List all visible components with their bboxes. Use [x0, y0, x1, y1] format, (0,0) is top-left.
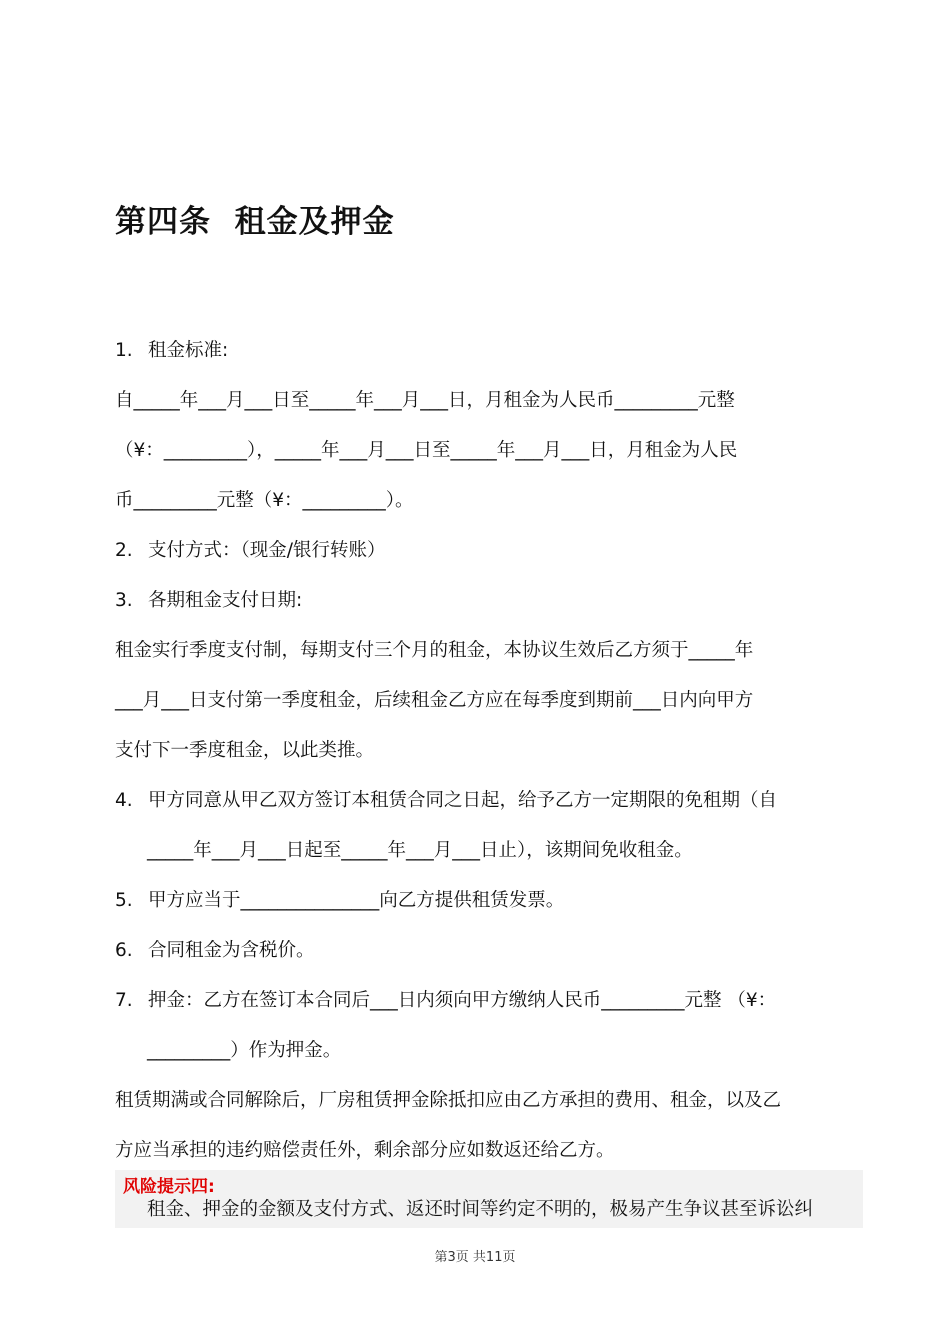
deposit-return-line-2: 方应当承担的违约赔偿责任外，剩余部分应如数返还给乙方。 [115, 1140, 615, 1161]
rent-free-line: _____年___月___日起至_____年___月___日止），该期间免收租金。 [147, 840, 693, 861]
risk-notice-text: 租金、押金的金额及支付方式、返还时间等约定不明的，极易产生争议甚至诉讼纠 [147, 1199, 814, 1220]
clause-text: 支付方式：（现金/银行转账） [148, 540, 386, 561]
clause-5 [115, 888, 564, 914]
clause-text: 合同租金为含税价。 [148, 940, 315, 961]
clause-7 [115, 988, 776, 1014]
risk-notice-box [115, 1170, 863, 1228]
clause-1-title [115, 338, 228, 364]
clause-number: 7. [115, 990, 133, 1011]
rent-standard-line-1: 自_____年___月___日至_____年___月___日，月租金为人民币_________元整 [115, 390, 735, 411]
clause-number: 3. [115, 590, 133, 611]
clause-4 [115, 788, 777, 814]
risk-notice-title: 风险提示四: [123, 1177, 215, 1197]
section-heading: 第四条 租金及押金 [115, 204, 395, 240]
payment-line-3: 支付下一季度租金，以此类推。 [115, 740, 375, 761]
clause-number: 2. [115, 540, 133, 561]
clause-6 [115, 938, 315, 964]
deposit-line: _________）作为押金。 [147, 1040, 342, 1061]
clause-3 [115, 588, 302, 614]
clause-number: 4. [115, 790, 133, 811]
rent-standard-line-2: （¥：_________），_____年___月___日至_____年___月___日，月租金为人民 [115, 440, 738, 461]
rent-standard-line-3: 币_________元整（¥：_________）。 [115, 490, 414, 511]
clause-text: 押金：乙方在签订本合同后___日内须向甲方缴纳人民币_________元整 （¥： [148, 990, 777, 1011]
clause-text: 甲方同意从甲乙双方签订本租赁合同之日起，给予乙方一定期限的免租期（自 [148, 790, 778, 811]
clause-number: 5. [115, 890, 133, 911]
clause-text: 租金标准: [148, 340, 229, 361]
clause-text: 甲方应当于_______________向乙方提供租赁发票。 [148, 890, 565, 911]
deposit-return-line-1: 租赁期满或合同解除后，厂房租赁押金除抵扣应由乙方承担的费用、租金，以及乙 [115, 1090, 782, 1111]
clause-2 [115, 538, 385, 564]
page-number: 第3页 共11页 [434, 1250, 516, 1265]
payment-line-2: ___月___日支付第一季度租金，后续租金乙方应在每季度到期前___日内向甲方 [115, 690, 754, 711]
clause-number: 6. [115, 940, 133, 961]
payment-line-1: 租金实行季度支付制，每期支付三个月的租金，本协议生效后乙方须于_____年 [115, 640, 754, 661]
clause-text: 各期租金支付日期: [148, 590, 303, 611]
clause-number: 1. [115, 340, 133, 361]
